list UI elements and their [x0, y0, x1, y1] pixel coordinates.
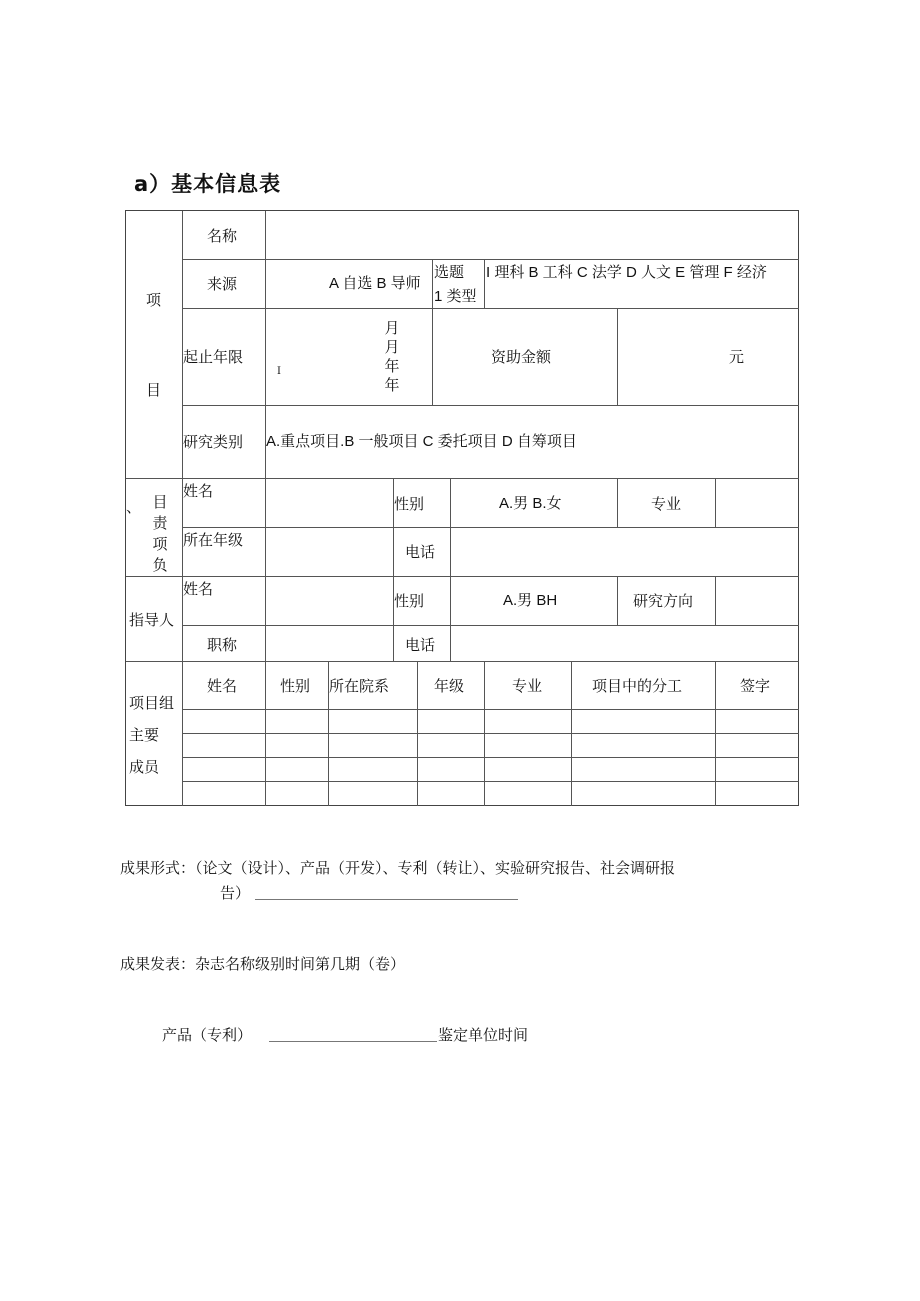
grid-line — [126, 576, 799, 577]
grid-line — [484, 259, 485, 308]
source-options[interactable]: A 自选 B 导师 — [329, 275, 421, 292]
outcome-publish-line: 成果发表：杂志名称级别时间第几期（卷） — [120, 955, 406, 973]
advisor-gender-label: 性别 — [394, 592, 425, 610]
members-col-header: 姓名 — [207, 677, 238, 695]
topic-type-options[interactable]: I 理科 B 工科 C 法学 D 人文 E 管理 F 经济 — [486, 264, 767, 281]
project-section-label: 目 — [146, 381, 162, 399]
grid-line — [571, 661, 572, 806]
topic-type-label: 选题 — [434, 264, 465, 281]
period-label: 起止年限 — [183, 348, 244, 366]
period-line: 年 — [384, 357, 400, 375]
leader-name-label: 姓名 — [183, 482, 214, 500]
grid-line — [182, 211, 183, 806]
grid-line — [715, 478, 716, 527]
advisor-direction-label: 研究方向 — [633, 592, 694, 610]
product-patent-blank[interactable] — [269, 1041, 437, 1042]
leader-gender-options[interactable]: A.男 B.女 — [499, 495, 562, 512]
appraisal-label: 鉴定单位时间 — [438, 1026, 529, 1044]
leader-gender-label: 性别 — [394, 495, 425, 513]
grid-line — [126, 661, 799, 662]
grid-line — [126, 478, 799, 479]
grid-line — [432, 259, 433, 405]
product-patent-label: 产品（专利） — [162, 1026, 253, 1044]
outcome-form-line: 成果形式：（论文（设计）、产品（开发）、专利（转让）、实验研究报告、社会调研报 — [120, 859, 676, 877]
project-section-label: 项 — [146, 291, 162, 309]
advisor-name-label: 姓名 — [183, 580, 214, 598]
grid-line — [182, 733, 799, 734]
period-date-stack[interactable] — [381, 319, 403, 395]
members-col-header: 性别 — [280, 677, 311, 695]
leader-section-label: 目 责 项 负 — [152, 493, 168, 574]
outcome-form-line: 告） — [220, 884, 251, 902]
funding-unit[interactable]: 元 — [729, 348, 745, 366]
research-category-options[interactable]: A.重点项目.B 一般项目 C 委托项目 D 自筹项目 — [266, 433, 577, 450]
advisor-gender-options[interactable]: A.男 BH — [503, 592, 558, 609]
grid-line — [182, 405, 799, 406]
grid-line — [417, 661, 418, 806]
period-line: 年 — [384, 376, 400, 394]
grid-line — [715, 576, 716, 625]
advisor-title-label: 职称 — [207, 636, 238, 654]
grid-line — [182, 259, 799, 260]
basic-info-table — [125, 210, 799, 806]
grid-line — [617, 576, 618, 625]
leader-major-label: 专业 — [651, 495, 682, 513]
grid-line — [182, 308, 799, 309]
period-line: 月 — [384, 338, 400, 356]
grid-line — [265, 211, 266, 806]
outcome-form-blank[interactable] — [255, 899, 518, 900]
advisor-section-label: 指导人 — [129, 611, 175, 629]
form-heading: a）基本信息表 — [134, 172, 282, 196]
members-col-header: 项目中的分工 — [592, 677, 683, 695]
leader-grade-label: 所在年级 — [183, 531, 244, 549]
name-label: 名称 — [207, 227, 238, 245]
grid-line — [450, 478, 451, 661]
grid-line — [182, 625, 799, 626]
advisor-phone-label: 电话 — [405, 636, 436, 654]
grid-line — [182, 757, 799, 758]
grid-line — [617, 308, 618, 405]
grid-line — [182, 781, 799, 782]
leader-mark: 、 — [126, 498, 142, 516]
grid-line — [182, 527, 799, 528]
source-label: 来源 — [207, 275, 238, 293]
grid-line — [182, 709, 799, 710]
grid-line — [617, 478, 618, 527]
funding-label: 资助金额 — [491, 348, 552, 366]
members-section-label: 项目组 主要 成员 — [129, 694, 175, 776]
grid-line — [715, 661, 716, 806]
members-col-header: 年级 — [434, 677, 465, 695]
members-col-header: 签字 — [740, 677, 771, 695]
grid-line — [484, 661, 485, 806]
period-line: 月 — [384, 319, 400, 337]
members-col-header: 专业 — [512, 677, 543, 695]
topic-type-label: 1 类型 — [434, 288, 477, 305]
period-mark: I — [277, 366, 281, 377]
research-category-label: 研究类别 — [183, 433, 244, 451]
members-col-header: 所在院系 — [329, 677, 390, 695]
leader-phone-label: 电话 — [405, 543, 436, 561]
